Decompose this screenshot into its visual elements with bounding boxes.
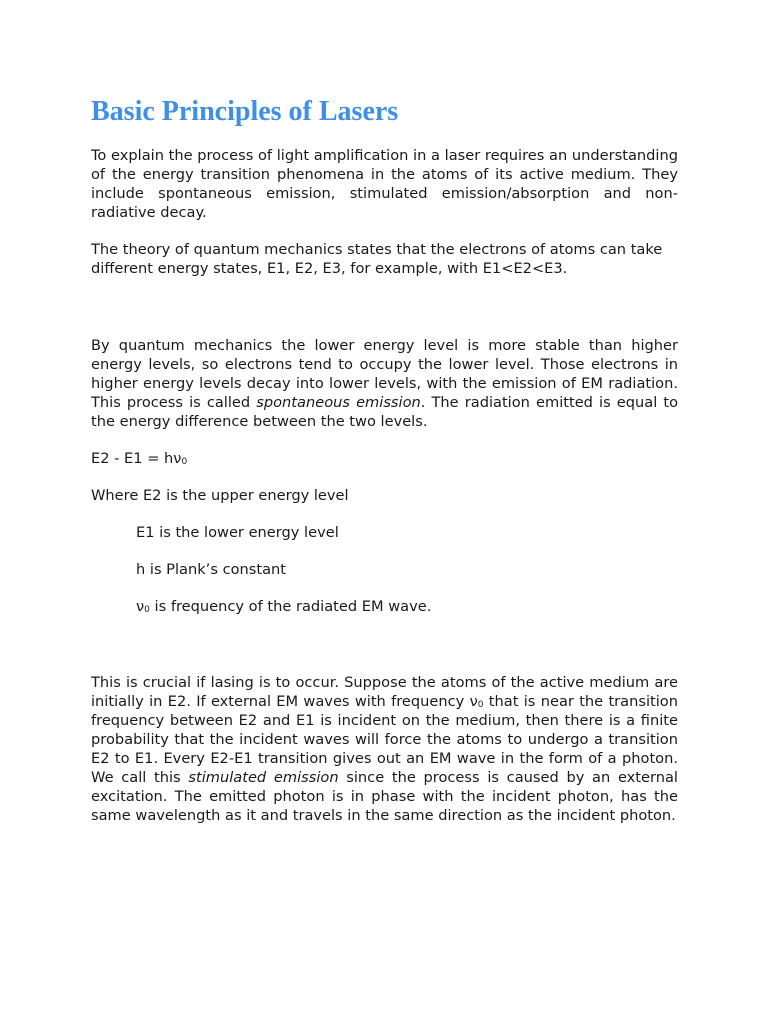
quantum-states-paragraph: The theory of quantum mechanics states that the electrons of atoms can take different energy states, E1, E2, E3, for example, with E1<E2<E3. (91, 241, 663, 277)
equation-text: E2 - E1 = hν (91, 450, 182, 467)
definition-e1: E1 is the lower energy level (136, 524, 339, 541)
emphasis-term: spontaneous emission (256, 394, 421, 411)
spontaneous-emission-paragraph (91, 336, 678, 431)
energy-equation (91, 449, 678, 468)
definition-nu (91, 597, 678, 616)
paragraph-text: By quantum mechanics the lower energy level is more stable than higher energy levels, so electrons tend to occupy the lower level. Those electrons in higher energy levels decay into lower levels, with the emission of EM radiation. This process is called (91, 337, 678, 411)
definition-h: h is Plank’s constant (136, 561, 287, 578)
intro-paragraph: To explain the process of light amplification in a laser requires an understanding of the energy transition phenomena in the atoms of its active medium. They include spontaneous emission, stimulated emission/absorption and non-radiative decay. (91, 147, 678, 221)
paragraph-text: . The radiation emitted is equal to the energy difference between the two levels. (91, 394, 679, 430)
emphasis-term: stimulated emission (188, 769, 339, 786)
equation-subscript: 0 (181, 457, 188, 467)
definition-text: is frequency of the radiated EM wave. (149, 598, 432, 615)
nu-subscript: 0 (477, 700, 484, 710)
page-title: Basic Principles of Lasers (91, 96, 399, 127)
paragraph-text: since the process is caused by an external excitation. The emitted photon is in phase with the incident photon, has the same wavelength as it and travels in the same direction as the incident photon. (91, 769, 678, 824)
nu-symbol: ν (469, 693, 478, 710)
where-line: Where E2 is the upper energy level (91, 487, 349, 504)
document-body (91, 92, 678, 825)
stimulated-emission-paragraph (91, 673, 678, 825)
paragraph-text: This is crucial if lasing is to occur. Suppose the atoms of the active medium are initially in E2. If external EM waves with frequency (91, 674, 678, 710)
nu-symbol: ν (136, 598, 145, 615)
paragraph-text: that is near the transition frequency between E2 and E1 is incident on the medium, then there is a finite probability that the incident waves will force the atoms to undergo a transition E2 to E1. Every E2-E1 transition gives out an EM wave in the form of a photon. We call this (91, 693, 678, 786)
nu-subscript: 0 (144, 605, 150, 615)
